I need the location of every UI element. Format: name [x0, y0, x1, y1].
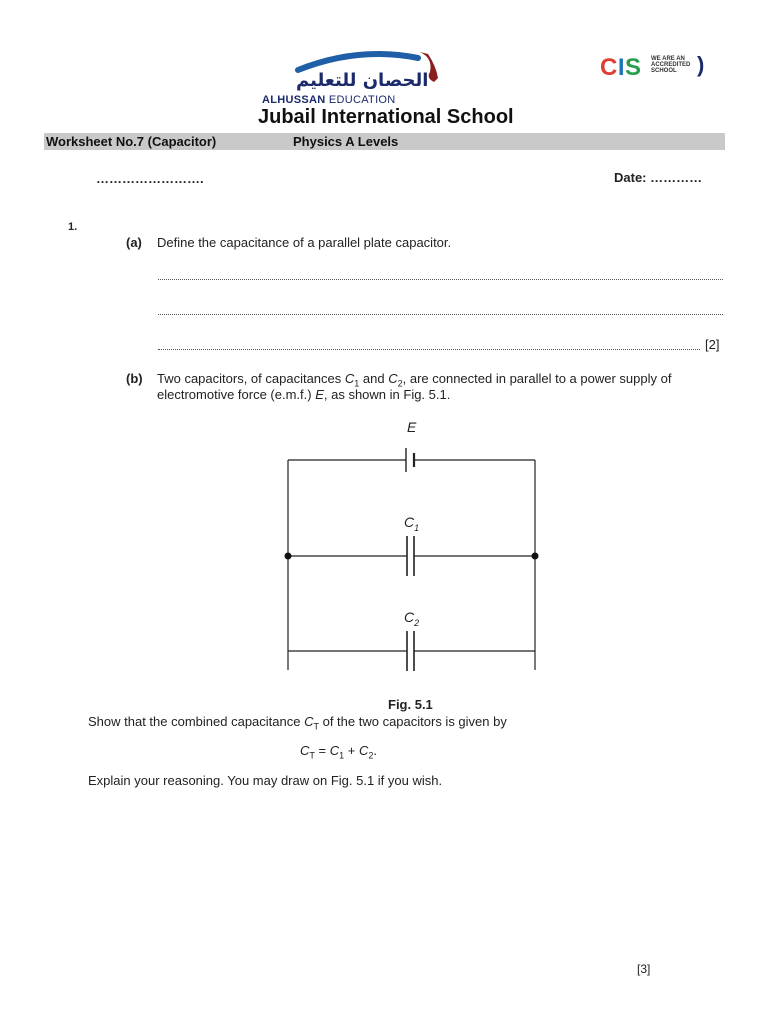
junction-left [285, 553, 292, 560]
part-b-line-1: Two capacitors, of capacitances $C_1$ and $C_2$, are connected in parallel to a power supply of [157, 371, 672, 389]
part-a-mark: [2] [705, 337, 720, 352]
circuit-diagram[interactable] [280, 415, 550, 685]
emf-label: E [407, 419, 417, 435]
school-name: Jubail International School [258, 106, 514, 128]
figure-caption: Fig. 5.1 [388, 697, 433, 712]
c2-label: $C_2$ [404, 609, 420, 628]
name-field[interactable]: ……………………. [96, 171, 204, 186]
explain-text: Explain your reasoning. You may draw on Fig. 5.1 if you wish. [88, 773, 443, 788]
part-a-label: (a) [126, 235, 142, 250]
part-b-label: (b) [126, 371, 143, 386]
junction-right [532, 553, 539, 560]
worksheet-title: Worksheet No.7 (Capacitor) [46, 134, 217, 149]
part-b-line-2: electromotive force (e.m.f.) E, as shown in Fig. 5.1. [157, 387, 451, 402]
cis-paren: ) [697, 52, 705, 77]
final-mark: [3] [637, 962, 651, 976]
answer-line-2[interactable] [158, 314, 723, 315]
part-a-text: Define the capacitance of a parallel plate capacitor. [157, 235, 452, 250]
show-that-text: Show that the combined capacitance $C_T$ of the two capacitors is given by [88, 714, 507, 732]
answer-line-3[interactable] [158, 349, 700, 350]
date-field[interactable]: Date: ………… [614, 170, 703, 185]
subject-title: Physics A Levels [293, 134, 399, 149]
question-number: 1. [68, 221, 78, 233]
cis-logo: CIS [600, 54, 642, 81]
cis-accreditation-tag: WE ARE AN ACCREDITED SCHOOL [651, 56, 691, 74]
logo-latin-text: ALHUSSAN EDUCATION [262, 94, 396, 106]
c1-label: $C_1$ [404, 514, 420, 533]
logo-arabic-text: الحصان للتعليم [296, 70, 429, 91]
equation: $C_T = C_1 + C_2$. [300, 743, 377, 761]
answer-line-1[interactable] [158, 279, 723, 280]
